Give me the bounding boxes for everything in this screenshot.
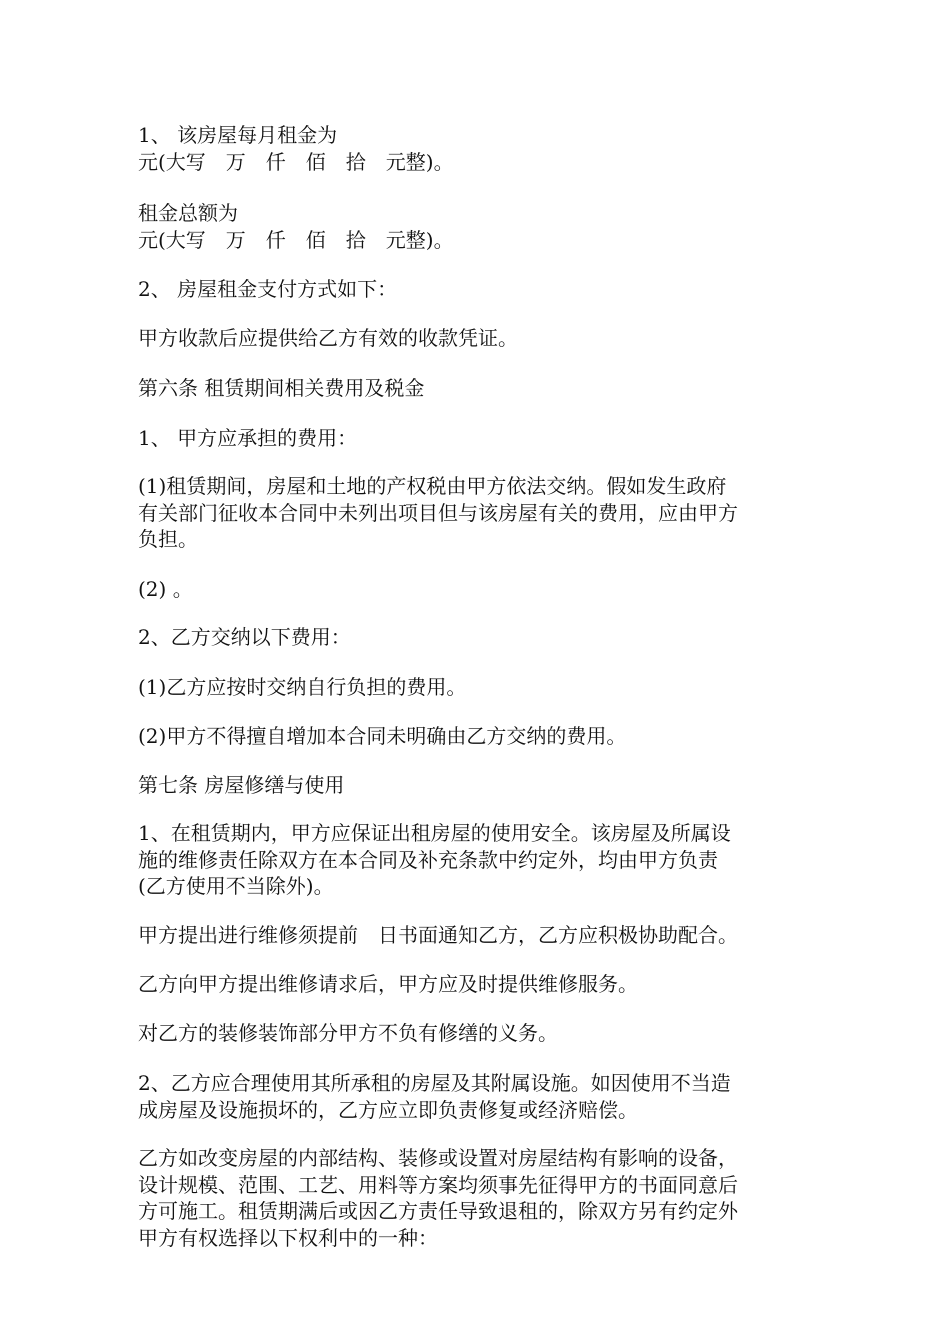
paragraph-repair-notice: 甲方提出进行维修须提前 日书面通知乙方，乙方应积极协助配合。 bbox=[138, 923, 738, 947]
paragraph-reasonable-use: 2、乙方应合理使用其所承租的房屋及其附属设施。如因使用不当造 成房屋及设施损坏的，乙方应立即负责修复或经济赔偿。 bbox=[138, 1071, 731, 1122]
paragraph-total-rent: 租金总额为 元(大写 万 仟 佰 拾 元整)。 bbox=[138, 201, 454, 252]
paragraph-party-a-fees: 1、 甲方应承担的费用： bbox=[138, 426, 358, 450]
paragraph-payment-method: 2、 房屋租金支付方式如下： bbox=[138, 277, 398, 301]
paragraph-repair-request: 乙方向甲方提出维修请求后，甲方应及时提供维修服务。 bbox=[138, 972, 638, 996]
paragraph-item-2: (2) 。 bbox=[138, 577, 193, 601]
paragraph-alterations: 乙方如改变房屋的内部结构、装修或设置对房屋结构有影响的设备， 设计规模、范围、工艺、用料等方案均须事先征得甲方的书面同意后 方可施工。租赁期满后或因乙方责任导致退租的，除双方另有约定外 甲方有权选择以下权利中的一种： bbox=[138, 1146, 738, 1250]
paragraph-property-tax: (1)租赁期间，房屋和土地的产权税由甲方依法交纳。假如发生政府 有关部门征收本合同中未列出项目但与该房屋有关的费用，应由甲方 负担。 bbox=[138, 474, 738, 551]
paragraph-party-b-fees: 2、乙方交纳以下费用： bbox=[138, 625, 351, 649]
paragraph-no-extra-fees: (2)甲方不得擅自增加本合同未明确由乙方交纳的费用。 bbox=[138, 724, 627, 748]
paragraph-party-b-pay-on-time: (1)乙方应按时交纳自行负担的费用。 bbox=[138, 675, 467, 699]
paragraph-monthly-rent: 1、 该房屋每月租金为 元(大写 万 仟 佰 拾 元整)。 bbox=[138, 123, 454, 174]
paragraph-decoration: 对乙方的装修装饰部分甲方不负有修缮的义务。 bbox=[138, 1021, 558, 1045]
paragraph-repair-safety: 1、在租赁期内，甲方应保证出租房屋的使用安全。该房屋及所属设 施的维修责任除双方在本合同及补充条款中约定外，均由甲方负责 (乙方使用不当除外)。 bbox=[138, 821, 731, 898]
paragraph-receipt: 甲方收款后应提供给乙方有效的收款凭证。 bbox=[138, 326, 518, 350]
section-heading-article-7: 第七条 房屋修缮与使用 bbox=[138, 773, 345, 797]
section-heading-article-6: 第六条 租赁期间相关费用及税金 bbox=[138, 376, 425, 400]
